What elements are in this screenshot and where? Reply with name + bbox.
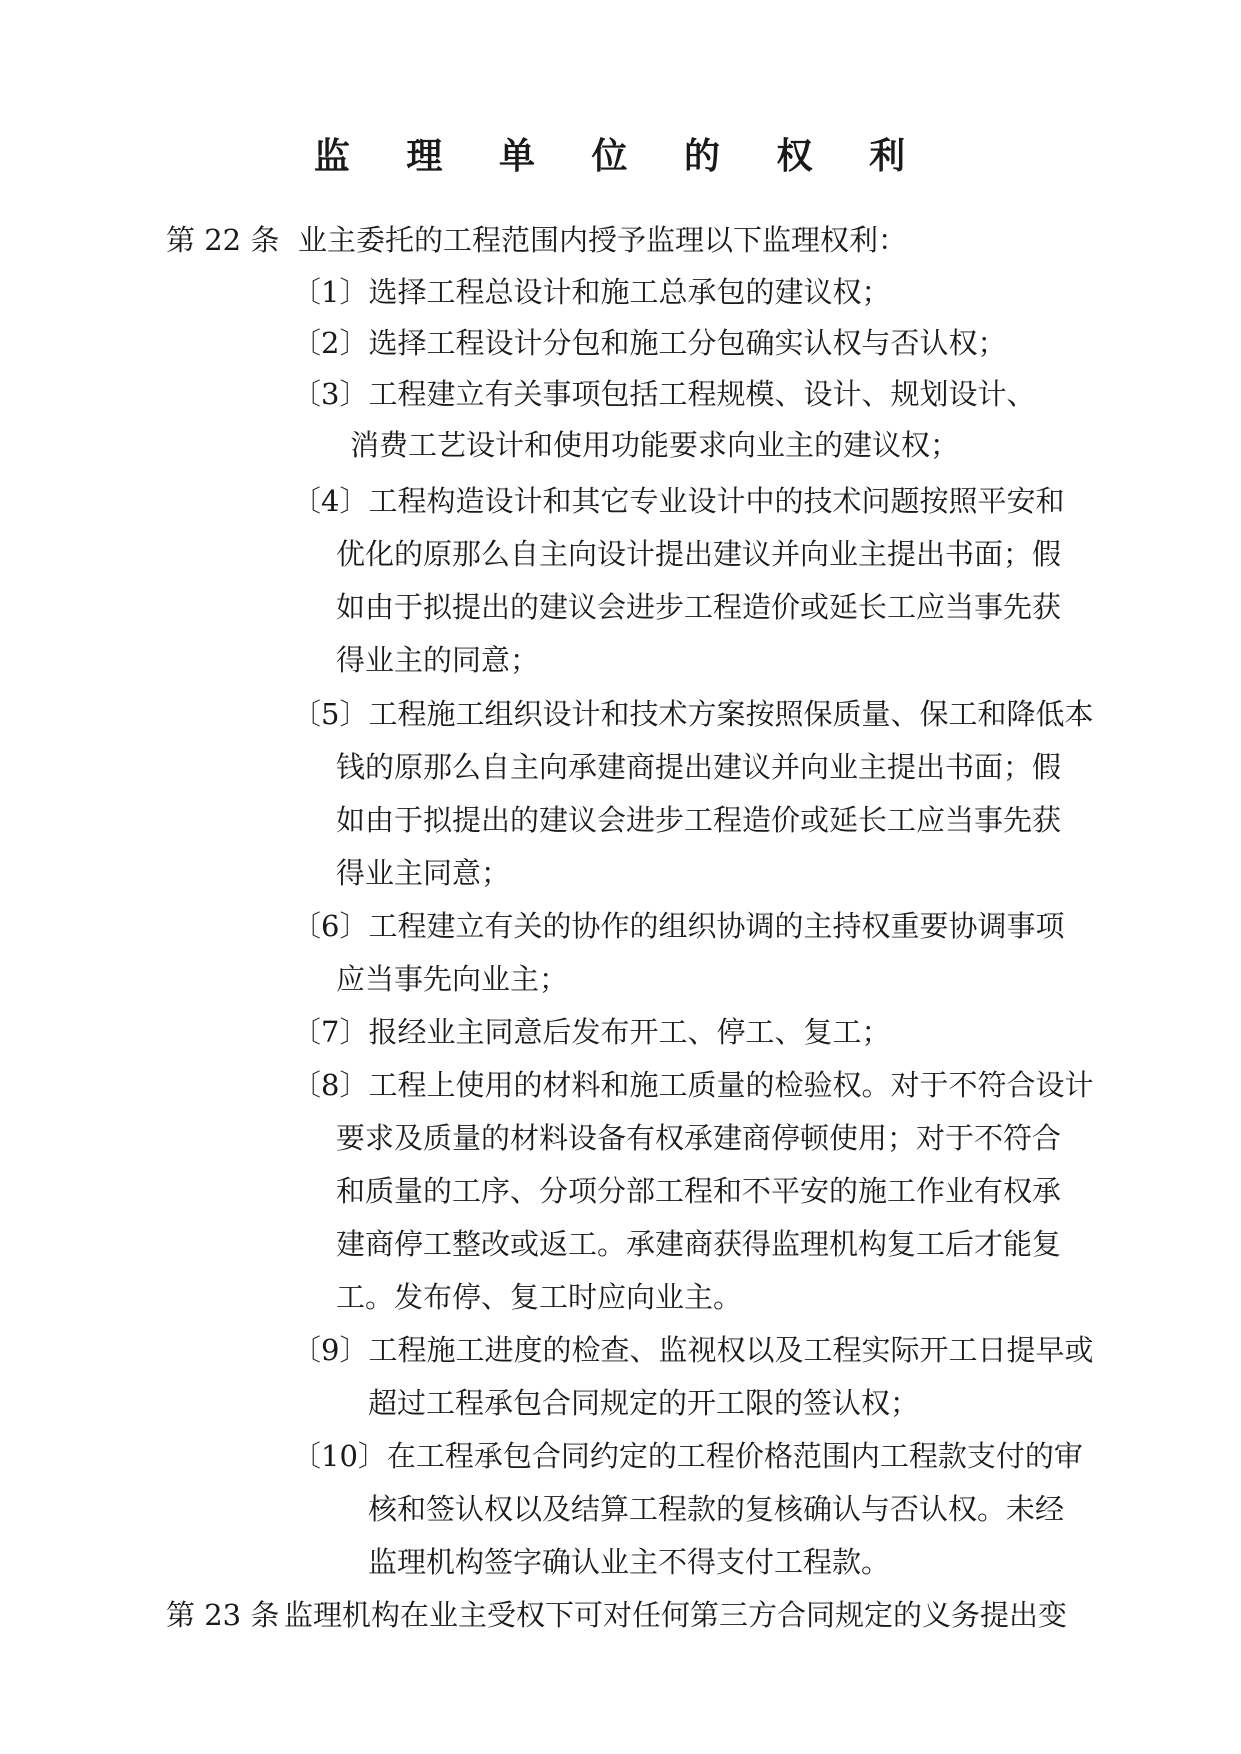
article-23-heading [166, 1595, 1067, 1635]
item-3-line-2: 消费工艺设计和使用功能要求向业主的建议权； [350, 428, 960, 462]
item-4-line-3: 如由于拟提出的建议会进步工程造价或延长工应当事先获 [336, 590, 1062, 624]
item-5-line-4: 得业主同意； [336, 856, 511, 890]
item-1-line-1: 〔1〕选择工程总设计和施工总承包的建议权； [292, 275, 891, 309]
item-8-line-5: 工。发布停、复工时应向业主。 [336, 1280, 743, 1314]
page-title: 监 理 单 位 的 权 利 [313, 136, 928, 177]
article-23-text: 监理机构在业主受权下可对任何第三方合同规定的义务提出变 [284, 1598, 1068, 1632]
item-8-line-1: 〔8〕工程上使用的材料和施工质量的检验权。对于不符合设计 [292, 1068, 1094, 1102]
article-22-text: 业主委托的工程范围内授予监理以下监理权利： [298, 223, 908, 257]
item-8-line-4: 建商停工整改或返工。承建商获得监理机构复工后才能复 [336, 1227, 1062, 1261]
item-5-line-1: 〔5〕工程施工组织设计和技术方案按照保质量、保工和降低本 [292, 697, 1094, 731]
item-8-line-2: 要求及质量的材料设备有权承建商停顿使用；对于不符合 [336, 1121, 1062, 1155]
article-22-heading [166, 220, 907, 260]
item-9-line-2: 超过工程承包合同规定的开工限的签认权； [368, 1386, 920, 1420]
article-22-number: 第 22 条 [166, 223, 280, 257]
item-5-line-2: 钱的原那么自主向承建商提出建议并向业主提出书面；假 [336, 750, 1062, 784]
item-4-line-1: 〔4〕工程构造设计和其它专业设计中的技术问题按照平安和 [292, 484, 1065, 518]
item-4-line-4: 得业主的同意； [336, 643, 540, 677]
item-10-line-2: 核和签认权以及结算工程款的复核确认与否认权。未经 [368, 1492, 1065, 1526]
item-4-line-2: 优化的原那么自主向设计提出建议并向业主提出书面；假 [336, 537, 1062, 571]
item-10-line-1: 〔10〕在工程承包合同约定的工程价格范围内工程款支付的审 [292, 1439, 1083, 1473]
item-6-line-1: 〔6〕工程建立有关的协作的组织协调的主持权重要协调事项 [292, 909, 1065, 943]
item-10-line-3: 监理机构签字确认业主不得支付工程款。 [368, 1545, 891, 1579]
article-23-number: 第 23 条 [166, 1598, 280, 1632]
item-6-line-2: 应当事先向业主； [336, 962, 569, 996]
item-2-line-1: 〔2〕选择工程设计分包和施工分包确实认权与否认权； [292, 326, 1007, 360]
item-3-line-1: 〔3〕工程建立有关事项包括工程规模、设计、规划设计、 [292, 377, 1036, 411]
item-7-line-1: 〔7〕报经业主同意后发布开工、停工、复工； [292, 1015, 891, 1049]
item-8-line-3: 和质量的工序、分项分部工程和不平安的施工作业有权承 [336, 1174, 1062, 1208]
item-9-line-1: 〔9〕工程施工进度的检查、监视权以及工程实际开工日提早或 [292, 1333, 1094, 1367]
item-5-line-3: 如由于拟提出的建议会进步工程造价或延长工应当事先获 [336, 803, 1062, 837]
